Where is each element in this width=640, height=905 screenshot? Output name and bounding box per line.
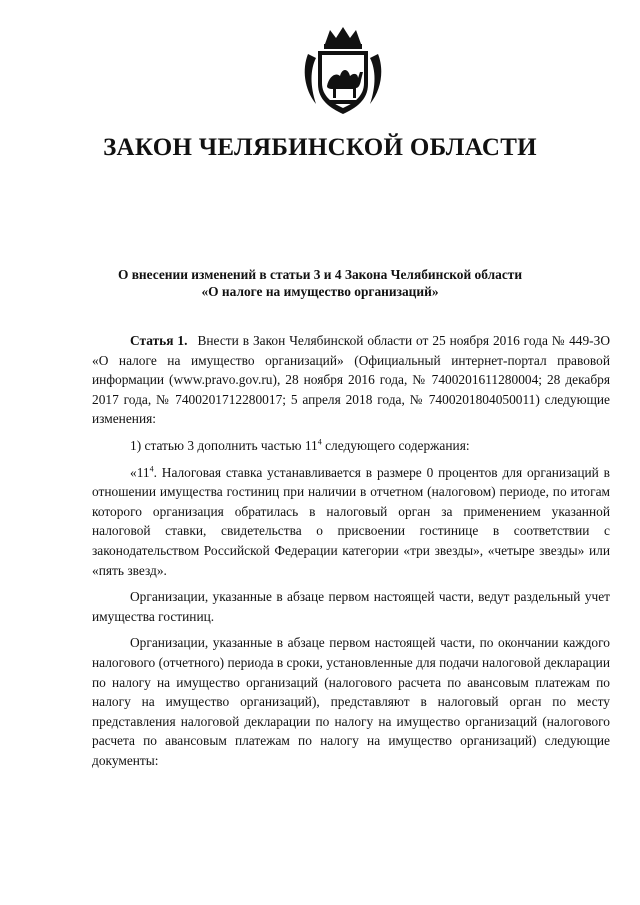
item-1-text-end: следующего содержания:: [321, 437, 470, 453]
paragraph-3: Организации, указанные в абзаце первом настоящей части, по окончании каждого налогового (отчетного) периода в сроки, установленные для подачи налоговой декларации по налогу на имущество организаций (налогового расчета по авансовым платежам по налогу на имущество организаций), представляют в налоговый орган по месту представления налоговой декларации по налогу на имущество организаций (налогового расчета по авансовым платежам по налогу на имущество организаций) следующие документы:: [92, 635, 610, 768]
item-1-superscript: 4: [317, 437, 322, 447]
coat-of-arms-icon: [296, 24, 390, 118]
document-subtitle: [0, 266, 640, 300]
subtitle-line-2: «О налоге на имущество организаций»: [201, 284, 439, 299]
quoted-part-number: «11: [130, 464, 150, 480]
subtitle-line-1: О внесении изменений в статьи 3 и 4 Закона Челябинской области: [117, 267, 523, 282]
item-1-text: 1) статью 3 дополнить частью 11: [130, 437, 318, 453]
article-label: Статья 1.: [130, 333, 188, 348]
document-body: [92, 331, 610, 777]
chelyabinsk-coat-of-arms-icon: [296, 24, 390, 118]
quoted-part-superscript: 4: [149, 464, 154, 474]
article-intro-paragraph: [92, 331, 610, 429]
document-title: ЗАКОН ЧЕЛЯБИНСКОЙ ОБЛАСТИ: [103, 134, 537, 161]
quoted-part-text: . Налоговая ставка устанавливается в размере 0 процентов для организаций в отношении имущества гостиниц при наличии в отчетном (налоговом) периоде, по итогам которого организация обратилась в налоговый орган за применением указанной налоговой ставки, свидетельства о присвоении гостинице в соответствии с законодательством Российской Федерации категории «три звезды», «четыре звезды» или «пять звезд».: [92, 464, 610, 578]
quoted-part-paragraph: [92, 463, 610, 581]
article-intro-text: Внести в Закон Челябинской области от 25 ноября 2016 года № 449-ЗО «О налоге на имущество организаций» (Официальный интернет-портал правовой информации (www.pravo.gov.ru), 28 ноября 2016 года, № 7400201611280004; 28 декабря 2017 года, № 7400201712280017; 5 апреля 2018 года, № 7400201804050011) следующие изменения:: [92, 333, 610, 427]
paragraph-2: Организации, указанные в абзаце первом настоящей части, ведут раздельный учет имущества гостиниц.: [92, 589, 610, 624]
item-1-paragraph: [92, 436, 610, 456]
